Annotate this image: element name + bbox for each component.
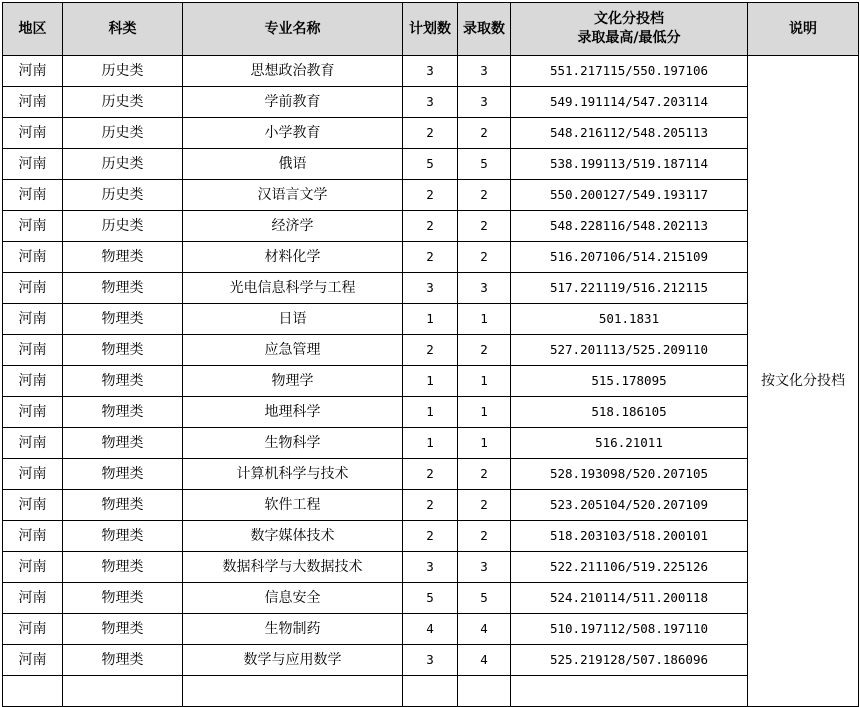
cell-score: 517.221119/516.212115 (511, 273, 748, 304)
cell-admitted: 1 (458, 428, 511, 459)
cell-score: 501.1831 (511, 304, 748, 335)
cell-region: 河南 (3, 273, 63, 304)
cell-major: 地理科学 (183, 397, 403, 428)
cell-region: 河南 (3, 552, 63, 583)
cell-category: 历史类 (63, 149, 183, 180)
cell-major: 汉语言文学 (183, 180, 403, 211)
table-row (3, 87, 859, 118)
cell-category: 物理类 (63, 304, 183, 335)
table-row-partial (3, 676, 859, 707)
cell-plan: 2 (403, 118, 458, 149)
cell-category: 物理类 (63, 242, 183, 273)
header-score (511, 3, 748, 56)
cell-plan: 3 (403, 552, 458, 583)
cell-score: 523.205104/520.207109 (511, 490, 748, 521)
cell-score: 550.200127/549.193117 (511, 180, 748, 211)
cell-plan: 2 (403, 180, 458, 211)
cell-score: 528.193098/520.207105 (511, 459, 748, 490)
cell-major: 思想政治教育 (183, 56, 403, 87)
header-admitted: 录取数 (458, 3, 511, 56)
header-major: 专业名称 (183, 3, 403, 56)
cell-admitted: 5 (458, 149, 511, 180)
cell-major: 经济学 (183, 211, 403, 242)
cell-category: 物理类 (63, 645, 183, 676)
cell-admitted: 2 (458, 490, 511, 521)
cell-admitted: 1 (458, 304, 511, 335)
table-row (3, 614, 859, 645)
cell-score: 538.199113/519.187114 (511, 149, 748, 180)
cell-plan: 2 (403, 211, 458, 242)
table-row (3, 242, 859, 273)
cell-empty (3, 676, 63, 707)
cell-plan: 3 (403, 87, 458, 118)
cell-admitted: 3 (458, 87, 511, 118)
cell-admitted: 3 (458, 56, 511, 87)
cell-empty (511, 676, 748, 707)
cell-admitted: 2 (458, 118, 511, 149)
cell-plan: 2 (403, 459, 458, 490)
cell-region: 河南 (3, 118, 63, 149)
cell-empty (63, 676, 183, 707)
table-row (3, 645, 859, 676)
cell-region: 河南 (3, 366, 63, 397)
cell-category: 物理类 (63, 366, 183, 397)
table-body (3, 56, 859, 707)
cell-score: 549.191114/547.203114 (511, 87, 748, 118)
cell-plan: 3 (403, 56, 458, 87)
cell-region: 河南 (3, 304, 63, 335)
admission-score-table (2, 2, 859, 707)
cell-score: 527.201113/525.209110 (511, 335, 748, 366)
cell-region: 河南 (3, 211, 63, 242)
cell-score: 518.186105 (511, 397, 748, 428)
cell-category: 历史类 (63, 211, 183, 242)
cell-category: 物理类 (63, 428, 183, 459)
table-row (3, 211, 859, 242)
cell-plan: 3 (403, 273, 458, 304)
cell-category: 历史类 (63, 180, 183, 211)
cell-plan: 1 (403, 397, 458, 428)
cell-category: 物理类 (63, 583, 183, 614)
table-row (3, 428, 859, 459)
cell-category: 物理类 (63, 490, 183, 521)
cell-plan: 1 (403, 366, 458, 397)
cell-admitted: 3 (458, 273, 511, 304)
cell-score: 551.217115/550.197106 (511, 56, 748, 87)
cell-plan: 2 (403, 490, 458, 521)
cell-region: 河南 (3, 490, 63, 521)
table-row (3, 552, 859, 583)
cell-region: 河南 (3, 149, 63, 180)
cell-admitted: 2 (458, 242, 511, 273)
table-row (3, 335, 859, 366)
cell-major: 应急管理 (183, 335, 403, 366)
cell-category: 物理类 (63, 552, 183, 583)
cell-score: 548.216112/548.205113 (511, 118, 748, 149)
cell-plan: 2 (403, 335, 458, 366)
cell-admitted: 2 (458, 335, 511, 366)
cell-region: 河南 (3, 397, 63, 428)
table-header (3, 3, 859, 56)
cell-major: 计算机科学与技术 (183, 459, 403, 490)
cell-region: 河南 (3, 583, 63, 614)
cell-admitted: 2 (458, 459, 511, 490)
cell-major: 数学与应用数学 (183, 645, 403, 676)
cell-score: 518.203103/518.200101 (511, 521, 748, 552)
table-row (3, 583, 859, 614)
cell-category: 物理类 (63, 521, 183, 552)
cell-category: 物理类 (63, 614, 183, 645)
cell-major: 软件工程 (183, 490, 403, 521)
cell-category: 物理类 (63, 459, 183, 490)
cell-empty (458, 676, 511, 707)
cell-region: 河南 (3, 459, 63, 490)
table-row (3, 118, 859, 149)
header-row (3, 3, 859, 56)
cell-major: 生物制药 (183, 614, 403, 645)
cell-region: 河南 (3, 614, 63, 645)
table-row (3, 56, 859, 87)
cell-admitted: 2 (458, 180, 511, 211)
cell-category: 历史类 (63, 87, 183, 118)
cell-plan: 5 (403, 583, 458, 614)
header-note: 说明 (748, 3, 859, 56)
cell-region: 河南 (3, 521, 63, 552)
cell-admitted: 4 (458, 614, 511, 645)
cell-major: 俄语 (183, 149, 403, 180)
cell-major: 小学教育 (183, 118, 403, 149)
cell-major: 物理学 (183, 366, 403, 397)
cell-plan: 1 (403, 428, 458, 459)
cell-score: 516.21011 (511, 428, 748, 459)
cell-major: 数字媒体技术 (183, 521, 403, 552)
cell-category: 物理类 (63, 335, 183, 366)
table-row (3, 521, 859, 552)
header-score-line2: 录取最高/最低分 (577, 30, 681, 46)
cell-score: 510.197112/508.197110 (511, 614, 748, 645)
cell-region: 河南 (3, 242, 63, 273)
cell-region: 河南 (3, 56, 63, 87)
cell-score: 524.210114/511.200118 (511, 583, 748, 614)
cell-major: 信息安全 (183, 583, 403, 614)
cell-admitted: 3 (458, 552, 511, 583)
cell-score: 525.219128/507.186096 (511, 645, 748, 676)
table-row (3, 366, 859, 397)
cell-region: 河南 (3, 645, 63, 676)
cell-plan: 1 (403, 304, 458, 335)
cell-empty (403, 676, 458, 707)
cell-admitted: 2 (458, 211, 511, 242)
cell-score: 548.228116/548.202113 (511, 211, 748, 242)
cell-region: 河南 (3, 335, 63, 366)
cell-major: 日语 (183, 304, 403, 335)
table-row (3, 459, 859, 490)
cell-score: 516.207106/514.215109 (511, 242, 748, 273)
cell-plan: 2 (403, 242, 458, 273)
cell-category: 历史类 (63, 56, 183, 87)
cell-plan: 4 (403, 614, 458, 645)
cell-plan: 3 (403, 645, 458, 676)
table-row (3, 149, 859, 180)
table-row (3, 273, 859, 304)
cell-score: 515.178095 (511, 366, 748, 397)
cell-admitted: 5 (458, 583, 511, 614)
cell-major: 数据科学与大数据技术 (183, 552, 403, 583)
cell-plan: 2 (403, 521, 458, 552)
cell-empty (183, 676, 403, 707)
header-plan: 计划数 (403, 3, 458, 56)
cell-admitted: 1 (458, 366, 511, 397)
table-row (3, 304, 859, 335)
cell-region: 河南 (3, 180, 63, 211)
cell-region: 河南 (3, 87, 63, 118)
cell-admitted: 2 (458, 521, 511, 552)
cell-note: 按文化分投档 (748, 56, 859, 707)
cell-admitted: 1 (458, 397, 511, 428)
table-row (3, 180, 859, 211)
cell-category: 物理类 (63, 397, 183, 428)
cell-admitted: 4 (458, 645, 511, 676)
header-region: 地区 (3, 3, 63, 56)
cell-region: 河南 (3, 428, 63, 459)
cell-score: 522.211106/519.225126 (511, 552, 748, 583)
header-category: 科类 (63, 3, 183, 56)
header-score-line1: 文化分投档 (594, 11, 664, 27)
cell-major: 学前教育 (183, 87, 403, 118)
cell-major: 光电信息科学与工程 (183, 273, 403, 304)
cell-major: 材料化学 (183, 242, 403, 273)
cell-plan: 5 (403, 149, 458, 180)
table-row (3, 490, 859, 521)
table-row (3, 397, 859, 428)
cell-category: 历史类 (63, 118, 183, 149)
cell-category: 物理类 (63, 273, 183, 304)
cell-major: 生物科学 (183, 428, 403, 459)
